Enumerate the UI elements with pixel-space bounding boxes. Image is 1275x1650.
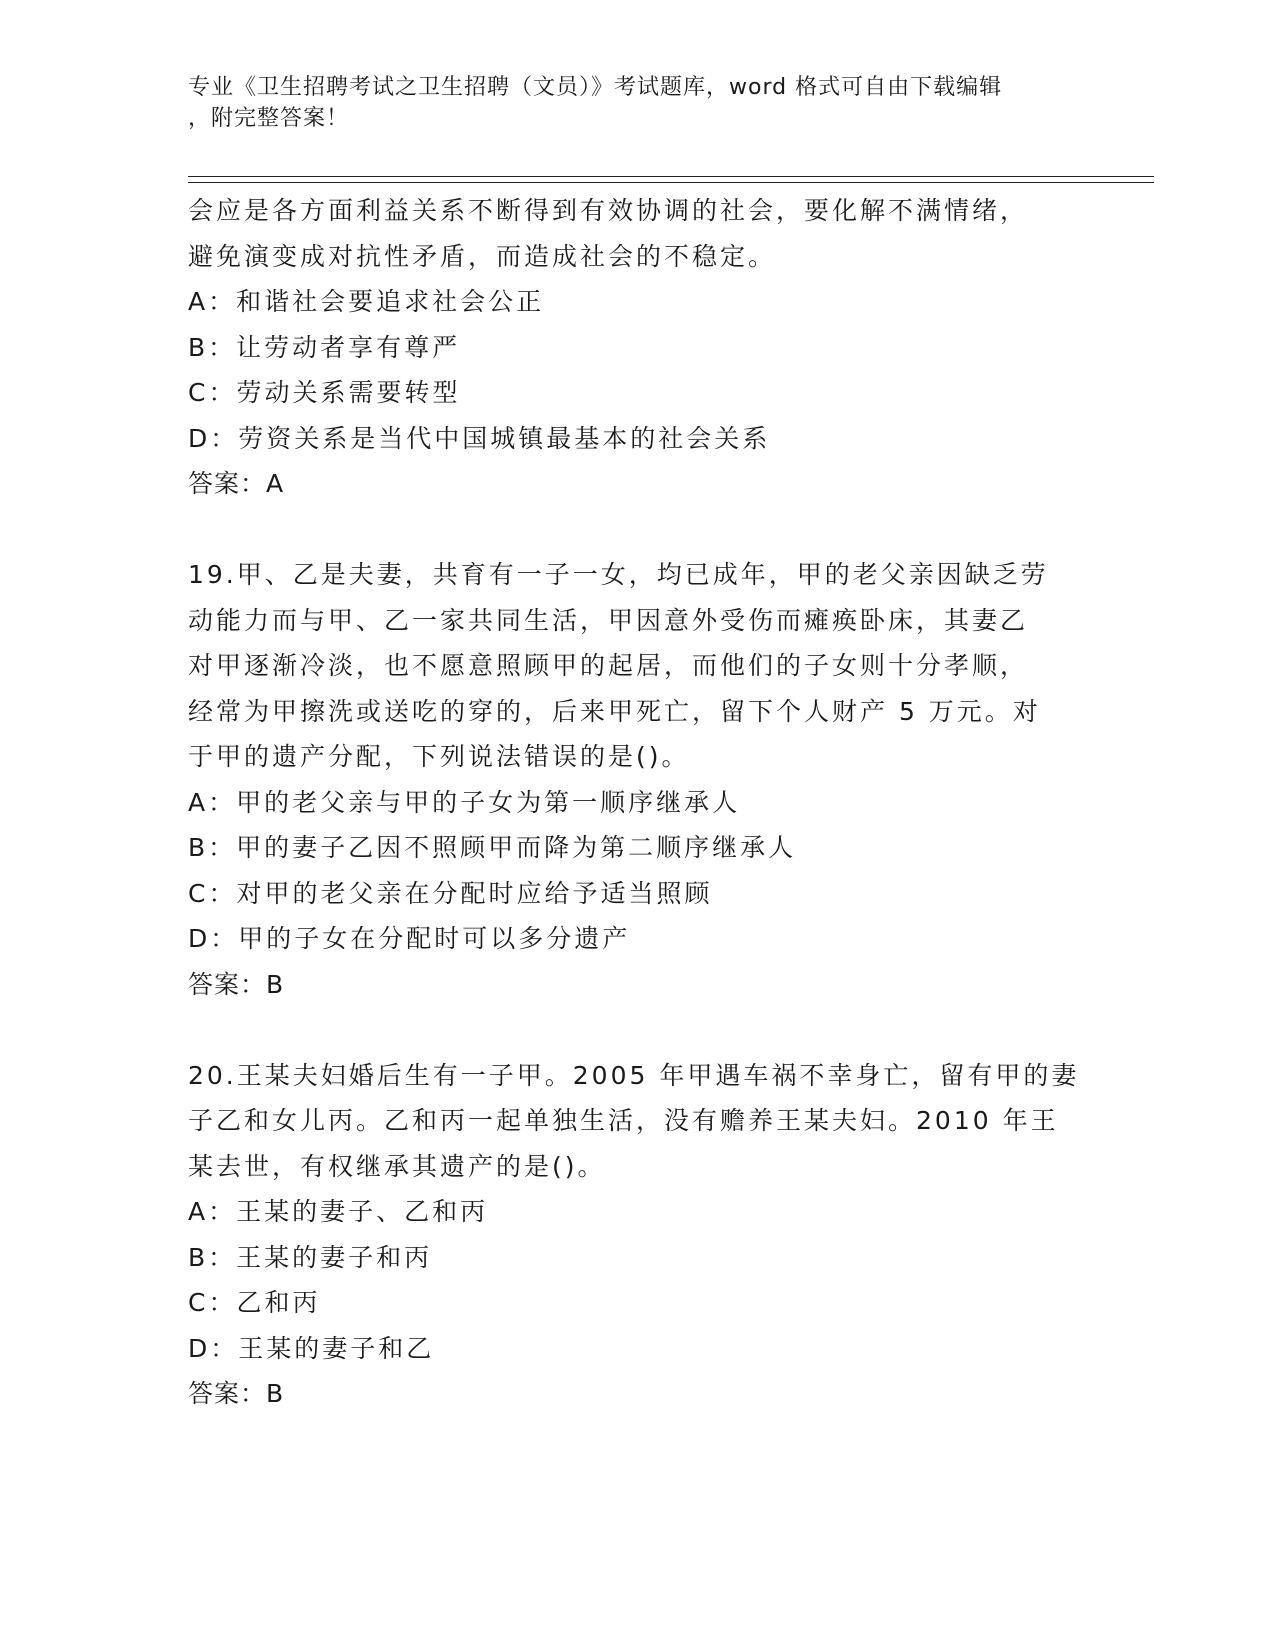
header-divider-top: [188, 176, 1154, 177]
option-b: B：王某的妻子和丙: [188, 1242, 433, 1272]
question-stem-line: 19.甲、乙是夫妻，共育有一子一女，均已成年，甲的老父亲因缺乏劳: [188, 560, 1049, 589]
question-stem-line: 对甲逐渐冷淡，也不愿意照顾甲的起居，而他们的子女则十分孝顺，: [188, 651, 1029, 680]
option-d: D：劳资关系是当代中国城镇最基本的社会关系: [188, 423, 771, 453]
option-a: A：甲的老父亲与甲的子女为第一顺序继承人: [188, 787, 741, 817]
question-stem-line: 于甲的遗产分配，下列说法错误的是()。: [188, 742, 690, 771]
question-stem-line: 经常为甲擦洗或送吃的穿的，后来甲死亡，留下个人财产 5 万元。对: [188, 696, 1041, 726]
option-c: C：对甲的老父亲在分配时应给予适当照顾: [188, 878, 713, 908]
question-stem-line: 动能力而与甲、乙一家共同生活，甲因意外受伤而瘫痪卧床，其妻乙: [188, 605, 1029, 635]
header-line-2: ，附完整答案！: [188, 106, 350, 131]
answer: 答案：B: [188, 969, 285, 999]
spacer: [188, 1007, 1088, 1053]
spacer: [188, 507, 1088, 553]
question-stem-line: 20.王某夫妇婚后生有一子甲。2005 年甲遇车祸不幸身亡，留有甲的妻: [188, 1060, 1080, 1090]
question-18: [188, 188, 1088, 507]
answer: 答案：A: [188, 469, 285, 498]
option-c: C：乙和丙: [188, 1288, 321, 1317]
option-d: D：王某的妻子和乙: [188, 1333, 435, 1363]
document-header: [188, 72, 1088, 134]
option-a: A：和谐社会要追求社会公正: [188, 287, 545, 316]
question-stem-line: 某去世，有权继承其遗产的是()。: [188, 1151, 606, 1181]
document-body: [188, 188, 1088, 1417]
question-stem-line: 避免演变成对抗性矛盾，而造成社会的不稳定。: [188, 241, 777, 271]
header-divider-bottom: [188, 182, 1154, 183]
question-stem-line: 子乙和女儿丙。乙和丙一起单独生活，没有赡养王某夫妇。2010 年王: [188, 1106, 1059, 1135]
header-line-1: 专业《卫生招聘考试之卫生招聘（文员）》考试题库，word 格式可自由下载编辑: [188, 75, 1003, 100]
question-19: [188, 552, 1088, 1007]
question-20: [188, 1053, 1088, 1417]
question-stem-line: 会应是各方面利益关系不断得到有效协调的社会，要化解不满情绪，: [188, 196, 1029, 225]
option-b: B：甲的妻子乙因不照顾甲而降为第二顺序继承人: [188, 833, 797, 862]
option-c: C：劳动关系需要转型: [188, 378, 461, 407]
option-d: D：甲的子女在分配时可以多分遗产: [188, 924, 631, 953]
option-a: A：王某的妻子、乙和丙: [188, 1197, 489, 1226]
option-b: B：让劳动者享有尊严: [188, 332, 461, 362]
answer: 答案：B: [188, 1379, 285, 1408]
